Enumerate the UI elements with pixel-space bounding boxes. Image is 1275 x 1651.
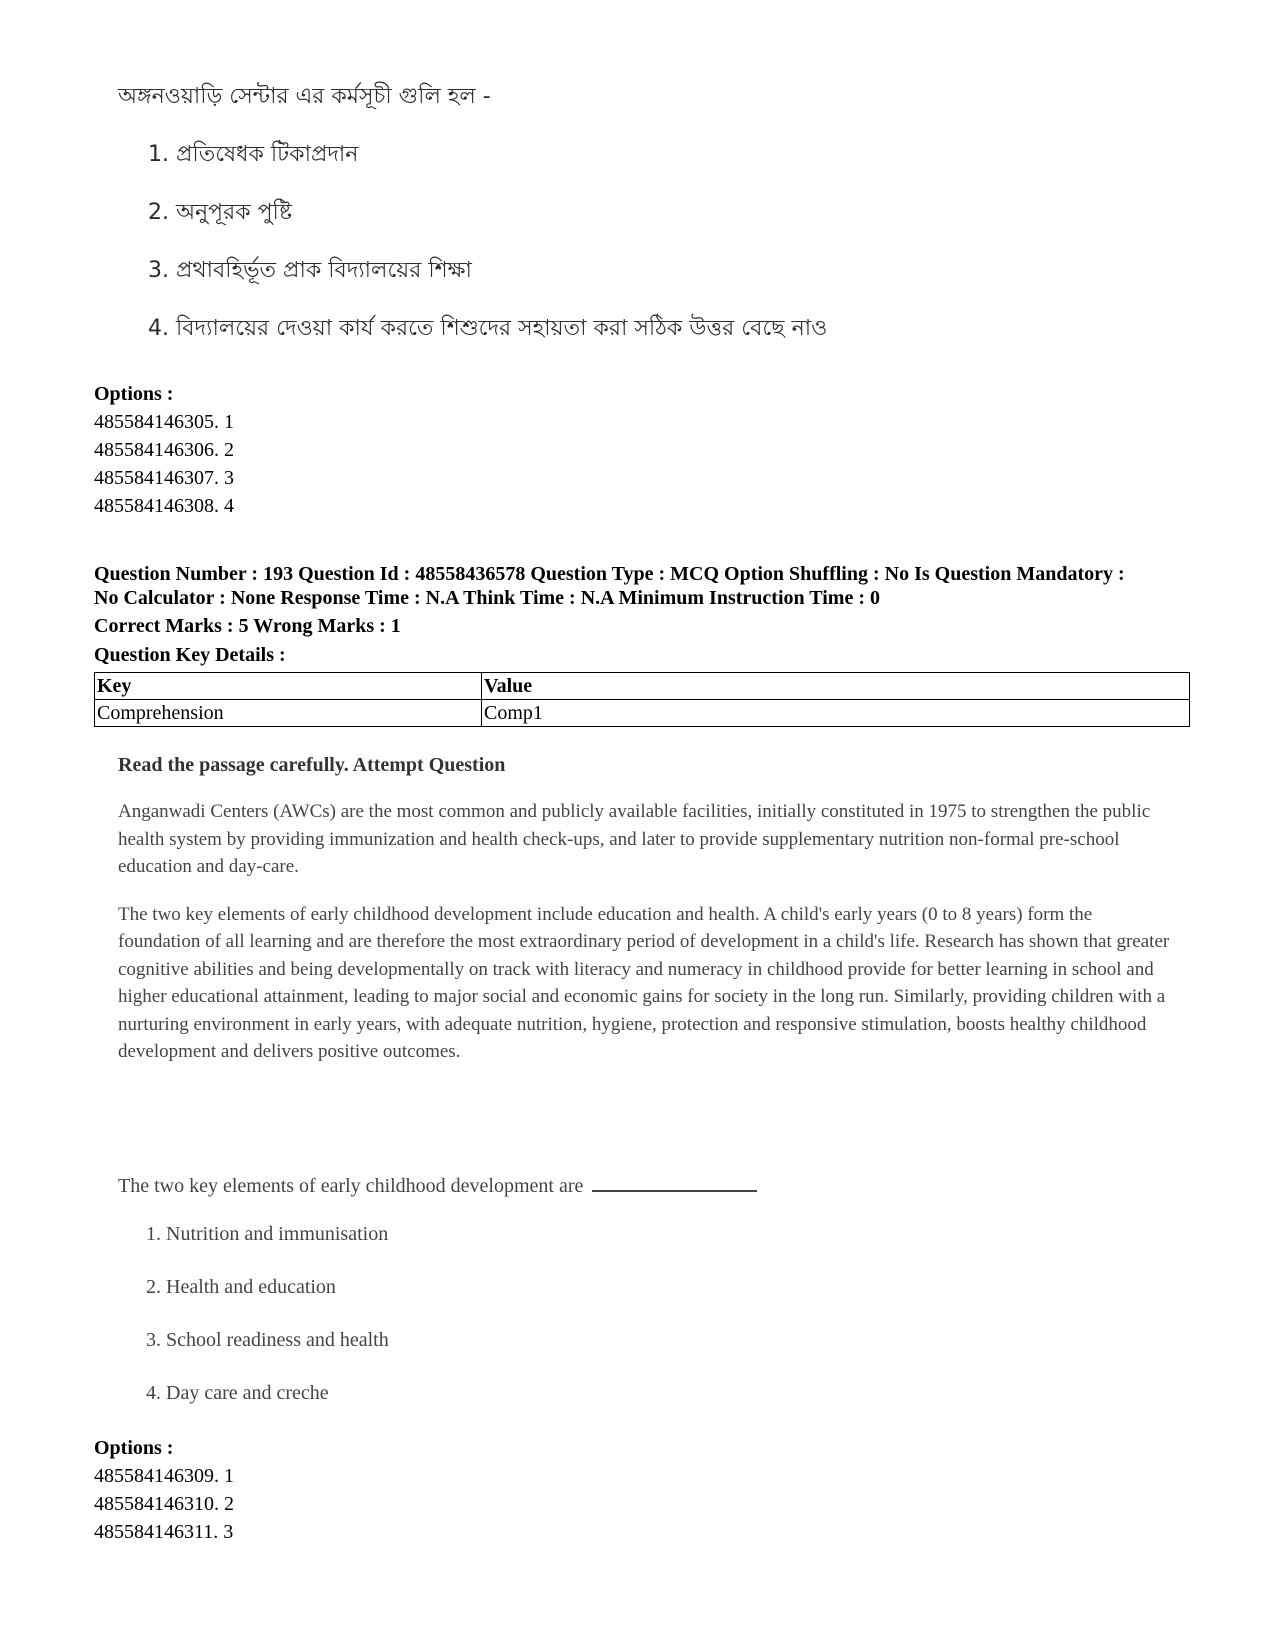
passage-paragraph: The two key elements of early childhood development include education and health. A child's early years (0 to 8 years) form the foundation of all learning and are therefore the most extraordinary period of development in a child's life. Research has shown that greater cognitive abilities and being developmentally on track with literacy and numeracy in childhood provide for better learning in school and higher educational attainment, leading to major social and economic gains for society in the long run. Similarly, providing children with a nurturing environment in early years, with adequate nutrition, hygiene, protection and responsive stimulation, boosts healthy childhood development and delivers positive outcomes. xyxy=(118,903,1170,1062)
answer-choice: 3. School readiness and health xyxy=(146,1329,389,1351)
option-item: 485584146307. 3 xyxy=(94,467,234,489)
option-item: 485584146310. 2 xyxy=(94,1493,234,1515)
passage-paragraph: Anganwadi Centers (AWCs) are the most common and publicly available facilities, initially constituted in 1975 to strengthen the public health system by providing immunization and health check-ups, and later to provide supplementary nutrition non-formal pre-school education and day-care. xyxy=(118,801,1151,877)
answer-blank xyxy=(592,1172,757,1192)
options-label: Options : xyxy=(94,383,174,405)
table-cell-value: Comp1 xyxy=(482,700,1190,727)
question-meta-line-2: No Calculator : None Response Time : N.A Think Time : N.A Minimum Instruction Time : 0 xyxy=(94,587,880,609)
table-header-row xyxy=(95,673,1190,700)
table-header-key: Key xyxy=(95,673,482,700)
bengali-item: 4. বিদ্যালয়ের দেওয়া কার্য করতে শিশুদের সহায়তা করা সঠিক উত্তর বেছে নাও xyxy=(148,316,828,341)
answer-choice: 1. Nutrition and immunisation xyxy=(146,1223,389,1245)
bengali-item-list xyxy=(118,140,978,344)
key-details-table xyxy=(94,672,1190,727)
options-label: Options : xyxy=(94,1437,174,1459)
question-meta-line-1: Question Number : 193 Question Id : 48558436578 Question Type : MCQ Option Shuffling : No Is Question Mandatory : xyxy=(94,563,1125,585)
key-details-label: Question Key Details : xyxy=(94,644,286,666)
question-stem-text: The two key elements of early childhood development are xyxy=(118,1175,584,1197)
bengali-question-block xyxy=(118,82,978,344)
marks-line: Correct Marks : 5 Wrong Marks : 1 xyxy=(94,615,401,637)
bengali-item: 3. প্রথাবহির্ভূত প্রাক বিদ্যালয়ের শিক্ষা xyxy=(148,258,472,283)
option-item: 485584146308. 4 xyxy=(94,495,234,517)
table-cell-key: Comprehension xyxy=(95,700,482,727)
answer-choice: 2. Health and education xyxy=(146,1276,336,1298)
option-item: 485584146309. 1 xyxy=(94,1465,234,1487)
comprehension-passage xyxy=(118,752,1178,1086)
option-item: 485584146306. 2 xyxy=(94,439,234,461)
answer-choice: 4. Day care and creche xyxy=(146,1382,329,1404)
table-header-value: Value xyxy=(482,673,1190,700)
passage-title: Read the passage carefully. Attempt Question xyxy=(118,754,506,776)
option-item: 485584146311. 3 xyxy=(94,1521,234,1543)
option-item: 485584146305. 1 xyxy=(94,411,234,433)
question-stem xyxy=(118,1172,757,1198)
table-row xyxy=(95,700,1190,727)
bengali-intro: অঙ্গনওয়াড়ি সেন্টার এর কর্মসূচী গুলি হল - xyxy=(118,84,491,109)
bengali-item: 1. প্রতিষেধক টিকাপ্রদান xyxy=(148,142,359,167)
bengali-item: 2. অনুপূরক পুষ্টি xyxy=(148,200,293,225)
